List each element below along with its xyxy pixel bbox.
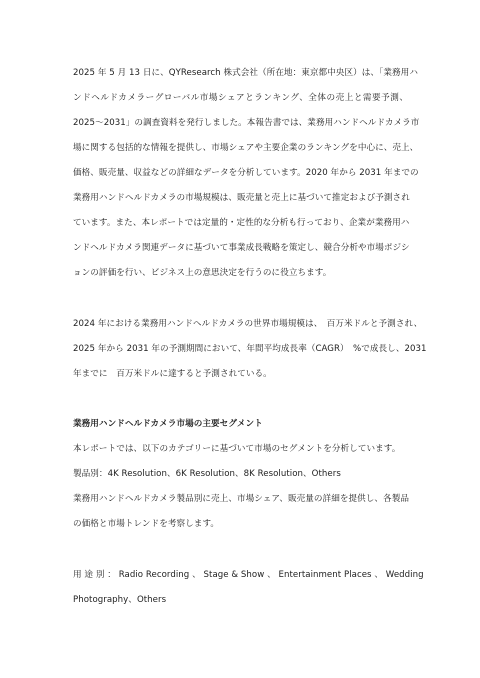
paragraph1-line: 2025～2031」の調査資料を発行しました。本報告書では、業務用ハンドヘルドカメラ市 xyxy=(73,118,420,128)
paragraph2-line: 2024 年における業務用ハンドヘルドカメラの世界市場規模は、 百万米ドルと予測され、 xyxy=(73,319,423,329)
paragraph2-line: 2025 年から 2031 年の予測期間において、年間平均成長率（CAGR） %で成長し、2031 xyxy=(73,344,427,354)
paragraph1-line: ンドヘルドカメラーグローバル市場シェアとランキング、全体の売上と需要予測、 xyxy=(73,93,408,103)
paragraph1-line: ンドヘルドカメラ関連データに基づいて事業成長戦略を策定し、競合分析や市場ポジシ xyxy=(73,243,410,253)
paragraph1-line: ています。また、本レポートでは定量的・定性的な分析も行っており、企業が業務用ハ xyxy=(73,218,410,228)
section-heading: 業務用ハンドヘルドカメラ市場の主要セグメント xyxy=(73,419,263,429)
paragraph2-line: 年までに 百万米ドルに達すると予測されている。 xyxy=(73,369,272,379)
product-description-line: の価格と市場トレンドを考察します。 xyxy=(73,519,220,529)
application-segment-line: Photography、Others xyxy=(73,595,167,605)
paragraph1-line: 業務用ハンドヘルドカメラの市場規模は、販売量と売上に基づいて推定および予測され xyxy=(73,193,410,203)
section-intro: 本レポートでは、以下のカテゴリーに基づいて市場のセグメントを分析しています。 xyxy=(73,444,401,454)
paragraph1-line: 2025 年 5 月 13 日に、QYResearch 株式会社（所在地：東京都中央区）は、「業務用ハ xyxy=(73,68,418,78)
paragraph1-line: 場に関する包括的な情報を提供し、市場シェアや主要企業のランキングを中心に、売上、 xyxy=(73,143,419,153)
product-description-line: 業務用ハンドヘルドカメラ製品別に売上、市場シェア、販売量の詳細を提供し、各製品 xyxy=(73,494,409,504)
application-segment-line: 用 途 別 ： Radio Recording 、 Stage & Show 、 Entertainment Places 、 Wedding xyxy=(73,570,424,580)
product-segment-line: 製品別：4K Resolution、6K Resolution、8K Resolution、Others xyxy=(73,469,341,479)
paragraph1-line: 価格、販売量、収益などの詳細なデータを分析しています。2020 年から 2031 年までの xyxy=(73,168,419,178)
paragraph1-line: ョンの評価を行い、ビジネス上の意思決定を行うのに役立ちます。 xyxy=(73,268,332,278)
